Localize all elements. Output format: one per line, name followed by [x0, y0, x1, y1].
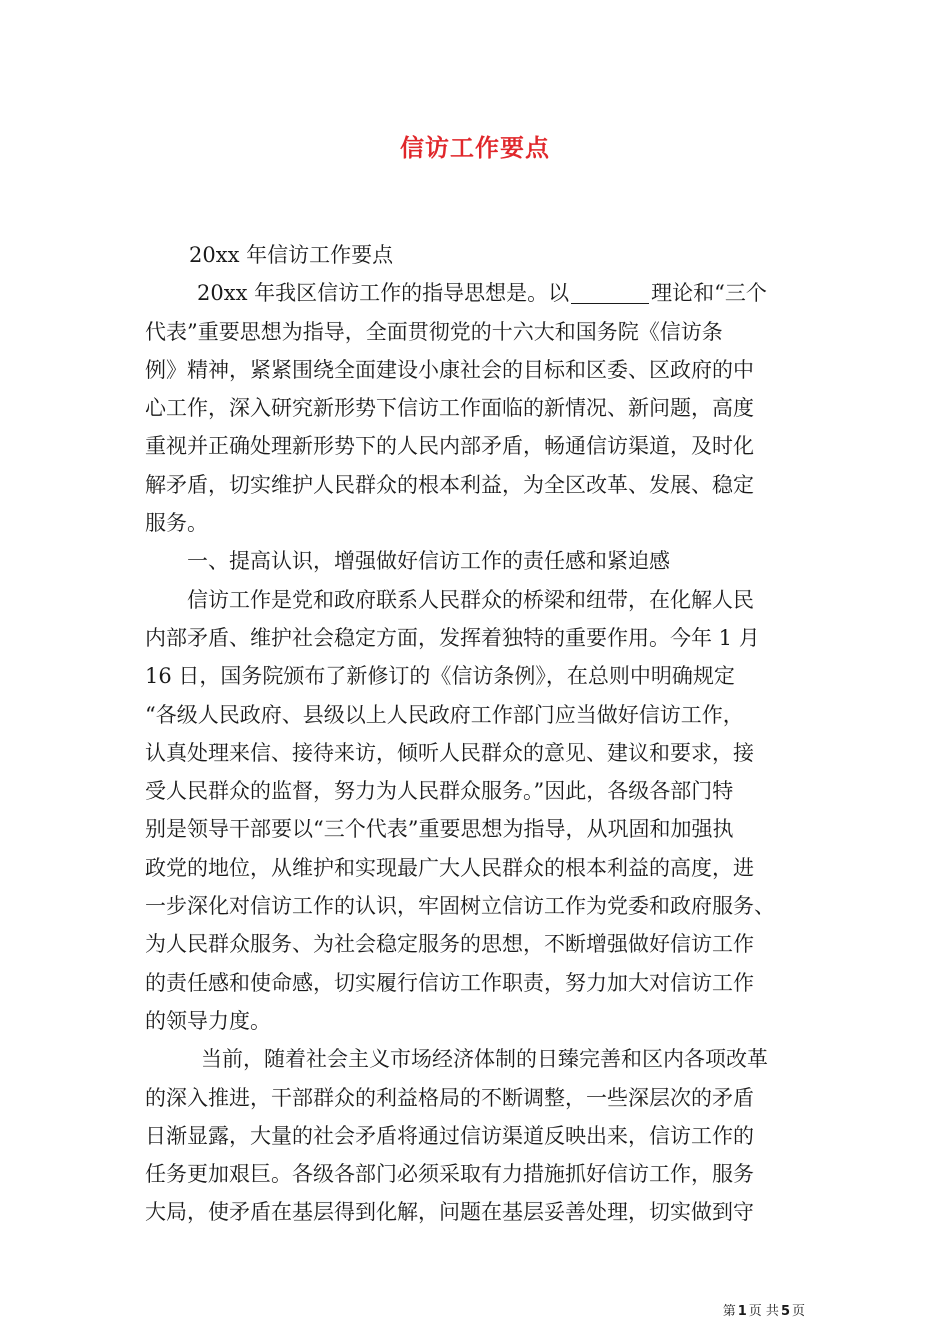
- paragraph-1-line: 16 日，国务院颁布了新修订的《信访条例》，在总则中明确规定: [145, 664, 735, 689]
- document-body: [145, 236, 815, 1232]
- intro-line: 心工作，深入研究新形势下信访工作面临的新情况、新问题，高度: [145, 396, 754, 421]
- paragraph-1-line: 受人民群众的监督，努力为人民群众服务。”因此，各级各部门特: [145, 779, 734, 804]
- paragraph-1-line: 认真处理来信、接待来访，倾听人民群众的意见、建议和要求，接: [145, 740, 754, 765]
- paragraph-2-line: 任务更加艰巨。各级各部门必须采取有力措施抓好信访工作，服务: [145, 1162, 754, 1187]
- intro-line-1-start: 20xx 年我区信访工作的指导思想是。以: [197, 281, 570, 306]
- paragraph-1-line: 内部矛盾、维护社会稳定方面，发挥着独特的重要作用。今年 1 月: [145, 625, 760, 650]
- fill-in-blank: [571, 281, 649, 304]
- paragraph-1-line: 一步深化对信访工作的认识，牢固树立信访工作为党委和政府服务、: [145, 894, 775, 919]
- paragraph-2-line: 大局，使矛盾在基层得到化解，问题在基层妥善处理，切实做到守: [145, 1200, 754, 1225]
- paragraph-1-line: 政党的地位，从维护和实现最广大人民群众的根本利益的高度，进: [145, 855, 754, 880]
- paragraph-1-line: 信访工作是党和政府联系人民群众的桥梁和纽带，在化解人民: [187, 587, 754, 612]
- paragraph-2-line: 当前，随着社会主义市场经济体制的日臻完善和区内各项改革: [201, 1047, 768, 1072]
- paragraph-2-line: 的深入推进，干部群众的利益格局的不断调整，一些深层次的矛盾: [145, 1085, 754, 1110]
- intro-line-1: [145, 274, 815, 312]
- intro-line-1-end: 理论和“三个: [651, 281, 767, 306]
- paragraph-1-line: 的领导力度。: [145, 1008, 271, 1033]
- document-title: 信访工作要点: [400, 134, 550, 162]
- paragraph-1-line: 的责任感和使命感，切实履行信访工作职责，努力加大对信访工作: [145, 970, 754, 995]
- current-page-number: 1: [737, 1304, 747, 1319]
- intro-line: 服务。: [145, 511, 208, 536]
- footer-middle: 页 共: [748, 1304, 779, 1319]
- section-heading-1: 一、提高认识，增强做好信访工作的责任感和紧迫感: [187, 549, 670, 574]
- document-subtitle: 20xx 年信访工作要点: [189, 243, 394, 267]
- footer-suffix: 页: [791, 1304, 805, 1319]
- paragraph-1-line: “各级人民政府、县级以上人民政府工作部门应当做好信访工作，: [145, 702, 744, 727]
- intro-line: 重视并正确处理新形势下的人民内部矛盾，畅通信访渠道，及时化: [145, 434, 754, 459]
- intro-line: 例》精神，紧紧围绕全面建设小康社会的目标和区委、区政府的中: [145, 357, 754, 382]
- total-page-count: 5: [780, 1304, 790, 1319]
- footer-prefix: 第: [722, 1304, 736, 1319]
- intro-line: 代表”重要思想为指导，全面贯彻党的十六大和国务院《信访条: [145, 319, 723, 344]
- intro-line: 解矛盾，切实维护人民群众的根本利益，为全区改革、发展、稳定: [145, 472, 754, 497]
- paragraph-2-line: 日渐显露，大量的社会矛盾将通过信访渠道反映出来，信访工作的: [145, 1123, 754, 1148]
- paragraph-1-line: 为人民群众服务、为社会稳定服务的思想，不断增强做好信访工作: [145, 932, 754, 957]
- paragraph-1-line: 别是领导干部要以“三个代表”重要思想为指导，从巩固和加强执: [145, 817, 734, 842]
- page-number-footer: [723, 1303, 805, 1321]
